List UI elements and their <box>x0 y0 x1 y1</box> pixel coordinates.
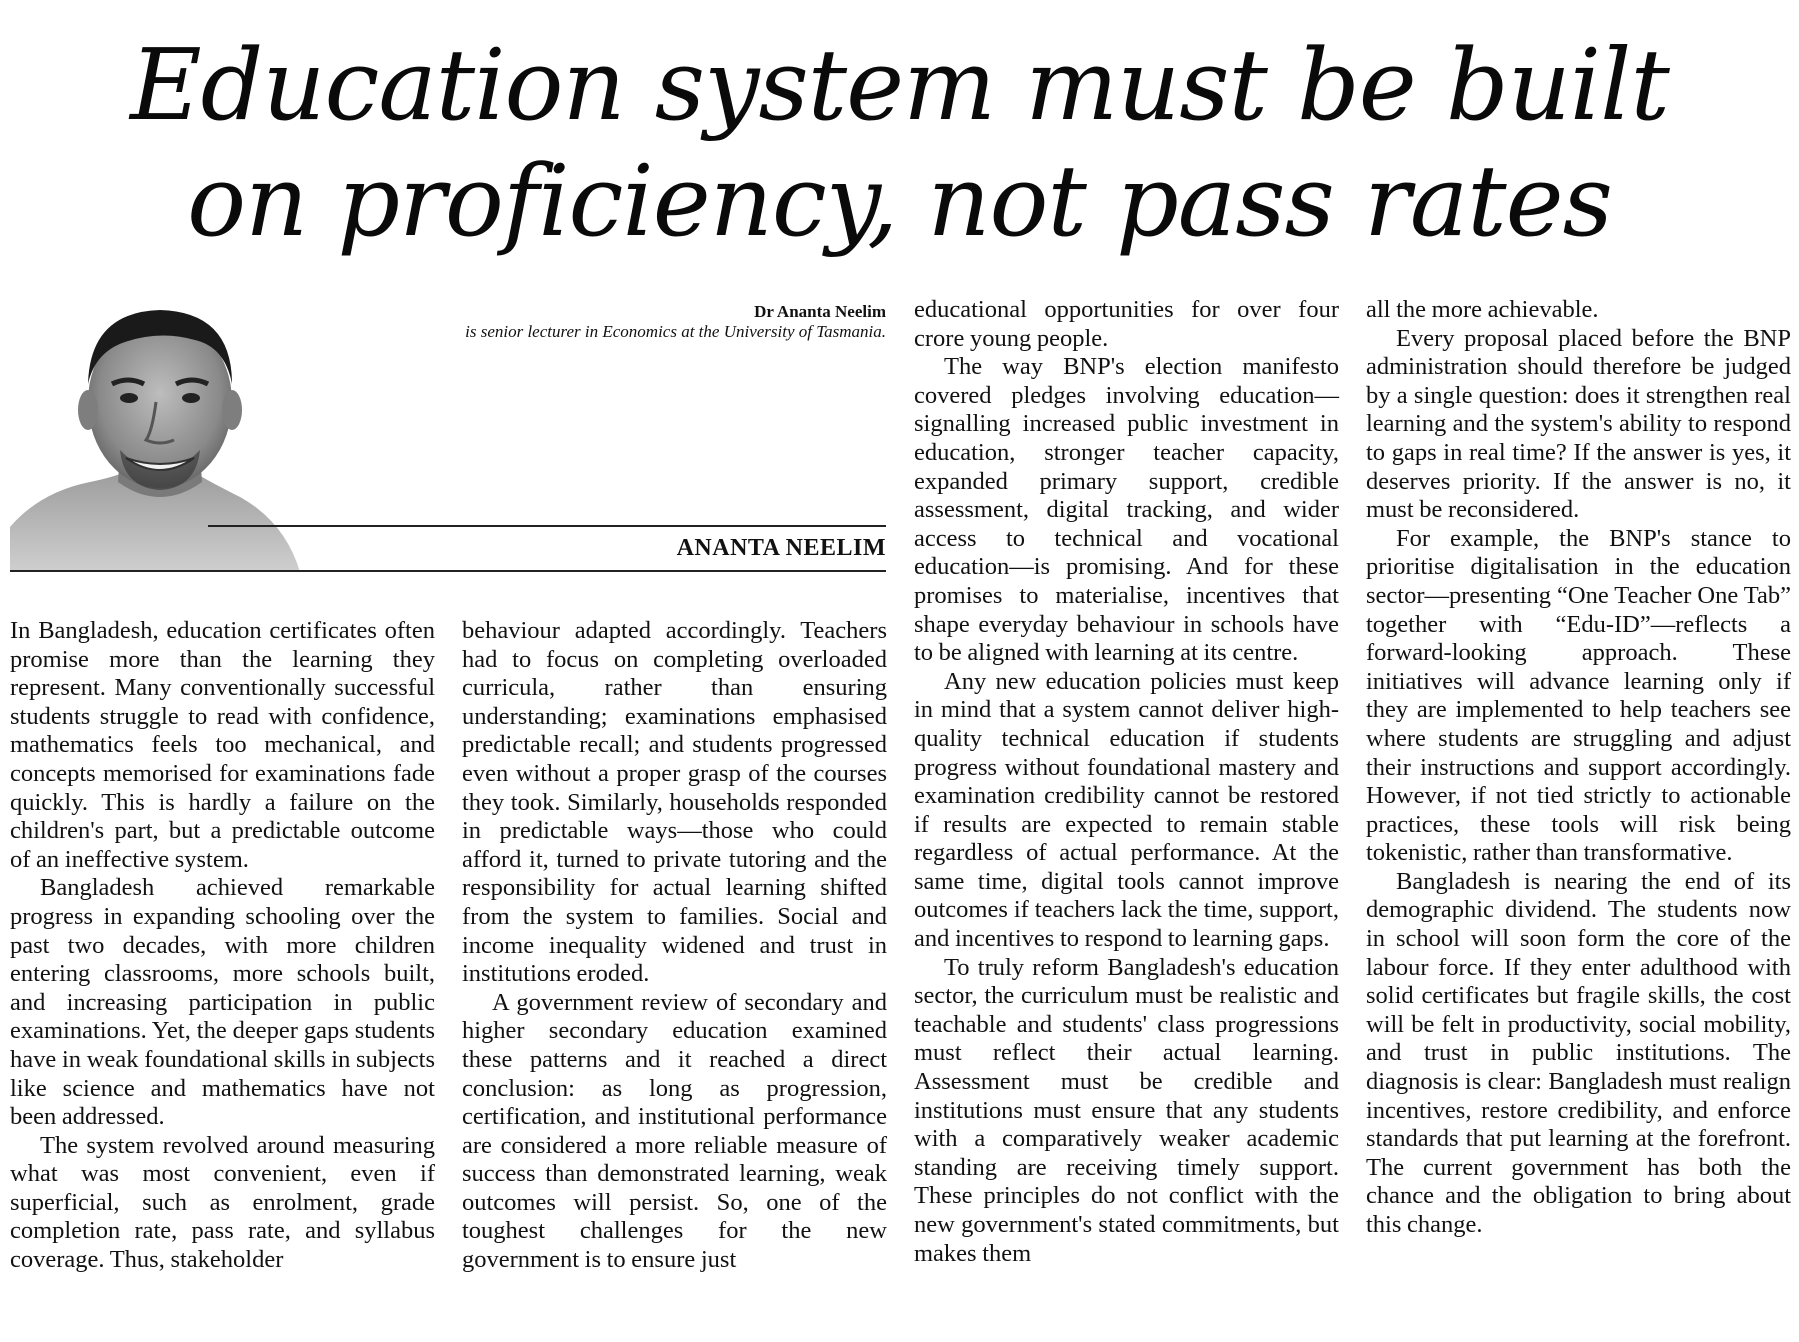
paragraph: Bangladesh achieved remarkable progress in expanding schooling over the past two decades, with more children entering classrooms, more schools built, and increasing participation in public examinations. Yet, the deeper gaps students have in weak foundational skills in subjects like science and mathematics have not been addressed. <box>10 874 435 1131</box>
paragraph: behaviour adapted accordingly. Teachers had to focus on completing overloaded curricula, rather than ensuring understanding; examinations emphasised predictable recall; and students progressed even without a proper grasp of the courses they took. Similarly, households responded in predictable ways—those who could afford it, turned to private tutoring and the responsibility for actual learning shifted from the system to families. Social and income inequality widened and trust in institutions eroded. <box>462 617 887 988</box>
article-column-3 <box>914 296 1339 1268</box>
paragraph: To truly reform Bangladesh's education sector, the curriculum must be realistic and teachable and students' class progressions must reflect their actual learning. Assessment must be credible and institutions must ensure that any students with a comparatively weaker academic standing are receiving timely support. These principles do not conflict with the new government's stated commitments, but makes them <box>914 953 1339 1267</box>
paragraph: A government review of secondary and higher secondary education examined these patterns and it reached a direct conclusion: as long as progression, certification, and institutional performance are considered a more reliable measure of success than demonstrated learning, weak outcomes will persist. So, one of the toughest challenges for the new government is to ensure just <box>462 988 887 1274</box>
headline <box>0 28 1799 260</box>
paragraph: Every proposal placed before the BNP administration should therefore be judged by a single question: does it strengthen real learning and the system's ability to respond to gaps in real time? If the answer is yes, it deserves priority. If the answer is no, it must be reconsidered. <box>1366 324 1791 524</box>
article-column-1 <box>10 617 435 1275</box>
paragraph: For example, the BNP's stance to prioritise digitalisation in the education sector—presenting “One Teacher One Tab” together with “Edu-ID”—reflects a forward-looking approach. These initiatives will advance learning only if they are implemented to help teachers see where students are struggling and adjust their instructions and support accordingly. However, if not tied strictly to actionable practices, these tools will risk being tokenistic, rather than transformative. <box>1366 524 1791 867</box>
paragraph: In Bangladesh, education certificates often promise more than the learning they represent. Many conventionally successful students struggle to read with confidence, mathematics feels too mechanical, and concepts memorised for examinations fade quickly. This is hardly a failure on the children's part, but a predictable outcome of an ineffective system. <box>10 617 435 873</box>
article-column-2 <box>462 617 887 1275</box>
paragraph: Bangladesh is nearing the end of its demographic dividend. The students now in school will soon form the core of the labour force. If they enter adulthood with solid certificates but fragile skills, the cost will be felt in productivity, social mobility, and trust in public institutions. The diagnosis is clear: Bangladesh must realign incentives, restore credibility, and enforce standards that put learning at the forefront. The current government has both the chance and the obligation to bring about this change. <box>1366 867 1791 1238</box>
paragraph: all the more achievable. <box>1366 296 1599 323</box>
author-name-caps: ANANTA NEELIM <box>676 535 886 561</box>
paragraph: Any new education policies must keep in mind that a system cannot deliver high-quality technical education if students progress without foundational mastery and examination credibility cannot be restored if results are expected to remain stable regardless of actual performance. At the same time, digital tools cannot improve outcomes if teachers lack the time, support, and incentives to respond to learning gaps. <box>914 667 1339 953</box>
byline-description: is senior lecturer in Economics at the University of Tasmania. <box>465 322 886 341</box>
paragraph: The system revolved around measuring what was most convenient, even if superficial, such as enrolment, grade completion rate, pass rate, and syllabus coverage. Thus, stakeholder <box>10 1131 435 1274</box>
headline-line-1: Education system must be built <box>130 29 1669 143</box>
byline-rule-top <box>208 525 886 527</box>
author-portrait <box>10 292 300 572</box>
article-column-4 <box>1366 296 1791 1240</box>
headline-line-2: on proficiency, not pass rates <box>187 145 1612 259</box>
paragraph: The way BNP's election manifesto covered pledges involving education—signalling increased public investment in education, stronger teacher capacity, expanded primary support, credible assessment, digital tracking, and wider access to technical and vocational education—is promising. And for these promises to materialise, incentives that shape everyday behaviour in schools have to be aligned with learning at its centre. <box>914 353 1339 667</box>
byline-rule-bottom <box>10 570 886 572</box>
paragraph: educational opportunities for over four crore young people. <box>914 296 1339 352</box>
byline-name: Dr Ananta Neelim <box>754 302 886 321</box>
